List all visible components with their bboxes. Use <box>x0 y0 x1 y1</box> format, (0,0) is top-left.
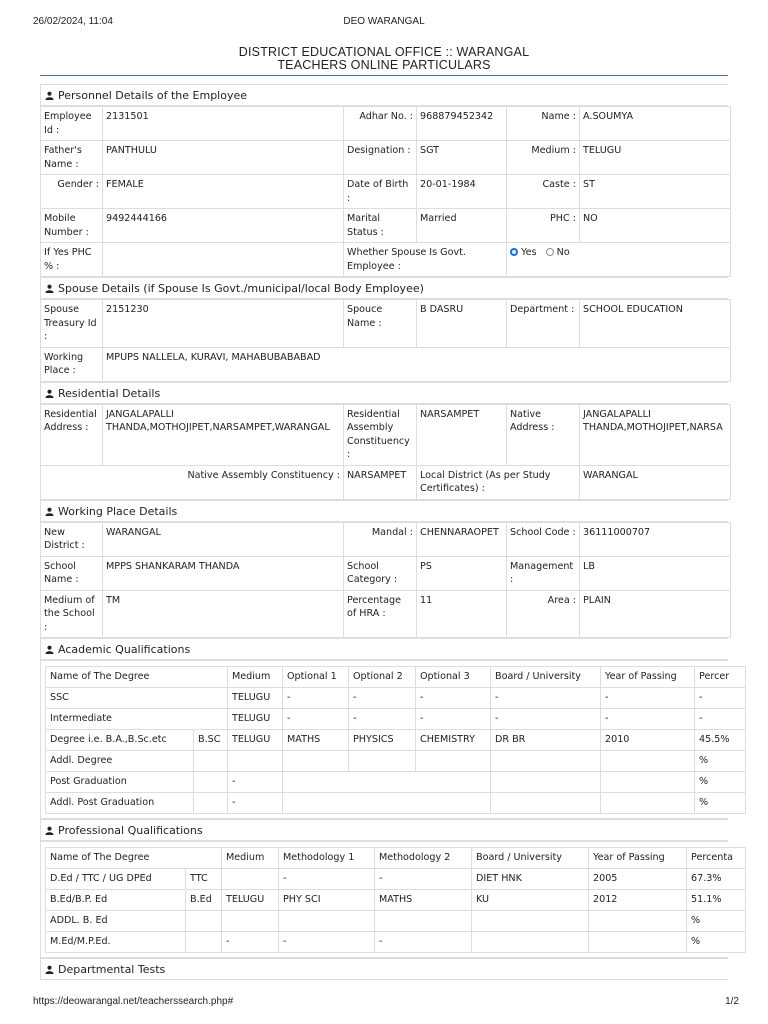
dob-label: Date of Birth : <box>344 175 417 209</box>
academic-table <box>45 666 746 814</box>
academic-cell <box>283 751 349 772</box>
academic-cell <box>491 772 601 793</box>
spouse-govt-label: Whether Spouse Is Govt. Employee : <box>344 243 507 277</box>
academic-cell <box>601 772 695 793</box>
print-page-number: 1/2 <box>725 996 739 1007</box>
title-divider <box>40 75 728 76</box>
spouse-name-value: B DASRU <box>417 300 507 348</box>
academic-header-cell: Medium <box>228 667 283 688</box>
professional-cell <box>279 911 375 932</box>
adhar-label: Adhar No. : <box>344 107 417 141</box>
professional-cell: B.Ed/B.P. Ed <box>46 890 186 911</box>
gender-label: Gender : <box>41 175 103 209</box>
marital-status-label: Marital Status : <box>344 209 417 243</box>
medium-label: Medium : <box>507 141 580 175</box>
professional-cell: TTC <box>186 869 222 890</box>
native-ac-value: NARSAMPET <box>344 465 417 499</box>
academic-cell: - <box>491 688 601 709</box>
spouse-working-place-label: Working Place : <box>41 347 103 381</box>
academic-cell: DR BR <box>491 730 601 751</box>
father-name-value: PANTHULU <box>103 141 344 175</box>
academic-row <box>46 688 746 709</box>
user-icon <box>45 502 54 511</box>
adhar-value: 968879452342 <box>417 107 507 141</box>
academic-header-cell: Optional 2 <box>349 667 416 688</box>
academic-cell: - <box>349 709 416 730</box>
professional-header-row <box>46 848 746 869</box>
working-section-heading <box>40 500 728 522</box>
professional-cell <box>589 911 687 932</box>
professional-row <box>46 932 746 953</box>
professional-cell <box>589 932 687 953</box>
academic-row <box>46 793 746 814</box>
professional-cell: 2005 <box>589 869 687 890</box>
spouse-heading-text: Spouse Details (if Spouse Is Govt./municipal/local Body Employee) <box>58 282 424 295</box>
professional-cell: % <box>687 932 746 953</box>
departmental-heading-text: Departmental Tests <box>58 963 166 976</box>
professional-cell: - <box>279 932 375 953</box>
spouse-department-value: SCHOOL EDUCATION <box>580 300 731 348</box>
phc-value: NO <box>580 209 731 243</box>
professional-header-cell: Board / University <box>472 848 589 869</box>
academic-heading-text: Academic Qualifications <box>58 643 191 656</box>
professional-header-cell: Name of The Degree <box>46 848 222 869</box>
academic-header-cell: Year of Passing <box>601 667 695 688</box>
hra-label: Percentage of HRA : <box>344 590 417 638</box>
academic-header-cell: Optional 3 <box>416 667 491 688</box>
residential-section-heading <box>40 382 728 404</box>
academic-cell: B.SC <box>194 730 228 751</box>
working-heading-text: Working Place Details <box>58 504 178 518</box>
professional-cell: 2012 <box>589 890 687 911</box>
professional-cell <box>186 932 222 953</box>
user-icon <box>45 821 54 830</box>
working-table <box>40 522 731 639</box>
professional-cell <box>375 911 472 932</box>
academic-cell: - <box>283 688 349 709</box>
personnel-table <box>40 106 731 277</box>
academic-cell: - <box>695 709 746 730</box>
user-icon <box>45 384 54 393</box>
professional-cell: - <box>375 932 472 953</box>
academic-cell <box>349 751 416 772</box>
professional-cell: MATHS <box>375 890 472 911</box>
professional-cell: - <box>222 932 279 953</box>
professional-header-cell: Percenta <box>687 848 746 869</box>
departmental-section-heading <box>40 958 728 980</box>
academic-cell: - <box>416 709 491 730</box>
employee-id-label: Employee Id : <box>41 107 103 141</box>
academic-cell: Post Graduation <box>46 772 194 793</box>
academic-cell: - <box>491 709 601 730</box>
personnel-section-heading <box>40 84 728 106</box>
academic-cell <box>601 751 695 772</box>
native-ac-label: Native Assembly Constituency : <box>41 465 344 499</box>
no-label: No <box>556 247 570 258</box>
school-medium-label: Medium of the School : <box>41 590 103 638</box>
professional-header-cell: Methodology 1 <box>279 848 375 869</box>
personnel-heading-text: Personnel Details of the Employee <box>58 89 248 102</box>
academic-cell: CHEMISTRY <box>416 730 491 751</box>
professional-header-cell: Year of Passing <box>589 848 687 869</box>
spouse-section-heading <box>40 277 728 299</box>
spouse-working-place-value: MPUPS NALLELA, KURAVI, MAHABUBABABAD <box>103 347 731 381</box>
print-datetime: 26/02/2024, 11:04 <box>33 16 113 27</box>
professional-cell: D.Ed / TTC / UG DPEd <box>46 869 186 890</box>
spouse-govt-no-radio[interactable] <box>546 248 554 256</box>
academic-cell: TELUGU <box>228 688 283 709</box>
academic-cell: % <box>695 772 746 793</box>
academic-cell: - <box>283 709 349 730</box>
professional-cell <box>472 932 589 953</box>
designation-value: SGT <box>417 141 507 175</box>
professional-cell: 67.3% <box>687 869 746 890</box>
residential-ac-value: NARSAMPET <box>417 404 507 465</box>
academic-cell: - <box>601 688 695 709</box>
academic-cell: - <box>349 688 416 709</box>
professional-cell: TELUGU <box>222 890 279 911</box>
phc-label: PHC : <box>507 209 580 243</box>
name-value: A.SOUMYA <box>580 107 731 141</box>
professional-header-cell: Methodology 2 <box>375 848 472 869</box>
academic-cell <box>283 793 491 814</box>
particulars-content <box>40 84 733 980</box>
academic-header-cell: Name of The Degree <box>46 667 228 688</box>
user-icon <box>45 960 54 969</box>
marital-status-value: Married <box>417 209 507 243</box>
professional-cell: M.Ed/M.P.Ed. <box>46 932 186 953</box>
title-line-2: TEACHERS ONLINE PARTICULARS <box>277 58 491 72</box>
professional-table <box>45 847 746 953</box>
academic-row <box>46 772 746 793</box>
mobile-label: Mobile Number : <box>41 209 103 243</box>
school-medium-value: TM <box>103 590 344 638</box>
academic-cell <box>601 793 695 814</box>
gender-value: FEMALE <box>103 175 344 209</box>
academic-cell: Addl. Post Graduation <box>46 793 194 814</box>
academic-cell: 2010 <box>601 730 695 751</box>
academic-header-cell: Board / University <box>491 667 601 688</box>
academic-cell: - <box>601 709 695 730</box>
professional-cell <box>222 911 279 932</box>
spouse-table <box>40 299 731 382</box>
professional-cell: KU <box>472 890 589 911</box>
professional-cell <box>222 869 279 890</box>
professional-cell: - <box>375 869 472 890</box>
academic-cell: PHYSICS <box>349 730 416 751</box>
professional-cell: PHY SCI <box>279 890 375 911</box>
caste-label: Caste : <box>507 175 580 209</box>
spouse-govt-radio-group <box>507 243 731 277</box>
residential-ac-label: Residential Assembly Constituency : <box>344 404 417 465</box>
phc-percent-value <box>103 243 344 277</box>
native-address-value: JANGALAPALLI THANDA,MOTHOJIPET,NARSA <box>580 404 731 465</box>
medium-value: TELUGU <box>580 141 731 175</box>
academic-cell: SSC <box>46 688 228 709</box>
academic-cell: - <box>416 688 491 709</box>
caste-value: ST <box>580 175 731 209</box>
dob-value: 20-01-1984 <box>417 175 507 209</box>
school-code-value: 36111000707 <box>580 522 731 556</box>
spouse-treasury-label: Spouse Treasury Id : <box>41 300 103 348</box>
academic-header-cell: Optional 1 <box>283 667 349 688</box>
professional-table-wrapper <box>40 841 733 958</box>
local-district-label: Local District (As per Study Certificates) : <box>417 465 580 499</box>
academic-cell: Addl. Degree <box>46 751 194 772</box>
employee-id-value: 2131501 <box>103 107 344 141</box>
residential-address-label: Residential Address : <box>41 404 103 465</box>
title-line-1: DISTRICT EDUCATIONAL OFFICE :: WARANGAL <box>238 45 530 59</box>
academic-cell: Intermediate <box>46 709 228 730</box>
residential-heading-text: Residential Details <box>58 386 161 400</box>
professional-cell <box>472 911 589 932</box>
print-site-name: DEO WARANGAL <box>343 16 425 27</box>
academic-cell <box>194 751 228 772</box>
academic-cell <box>416 751 491 772</box>
professional-row <box>46 890 746 911</box>
yes-label: Yes <box>521 247 537 258</box>
academic-cell <box>491 751 601 772</box>
residential-address-value: JANGALAPALLI THANDA,MOTHOJIPET,NARSAMPET,WARANGAL <box>103 404 344 465</box>
native-address-label: Native Address : <box>507 404 580 465</box>
academic-section-heading <box>40 638 728 660</box>
professional-cell <box>186 911 222 932</box>
academic-header-cell: Percer <box>695 667 746 688</box>
professional-row <box>46 911 746 932</box>
academic-cell: TELUGU <box>228 709 283 730</box>
school-code-label: School Code : <box>507 522 580 556</box>
local-district-value: WARANGAL <box>580 465 731 499</box>
user-icon <box>45 86 54 95</box>
professional-cell: DIET HNK <box>472 869 589 890</box>
academic-cell <box>228 751 283 772</box>
school-category-value: PS <box>417 556 507 590</box>
academic-cell: 45.5% <box>695 730 746 751</box>
school-name-label: School Name : <box>41 556 103 590</box>
academic-row <box>46 730 746 751</box>
page-title <box>40 46 728 72</box>
new-district-label: New District : <box>41 522 103 556</box>
professional-cell: B.Ed <box>186 890 222 911</box>
school-name-value: MPPS SHANKARAM THANDA <box>103 556 344 590</box>
professional-cell: 51.1% <box>687 890 746 911</box>
academic-row <box>46 751 746 772</box>
spouse-govt-yes-radio[interactable] <box>510 248 518 256</box>
academic-cell: - <box>228 772 283 793</box>
professional-section-heading <box>40 819 728 841</box>
user-icon <box>45 640 54 649</box>
print-url: https://deowarangal.net/teacherssearch.php# <box>33 996 234 1007</box>
new-district-value: WARANGAL <box>103 522 344 556</box>
professional-cell: % <box>687 911 746 932</box>
academic-cell: TELUGU <box>228 730 283 751</box>
academic-cell: % <box>695 793 746 814</box>
designation-label: Designation : <box>344 141 417 175</box>
name-label: Name : <box>507 107 580 141</box>
user-icon <box>45 279 54 288</box>
spouse-department-label: Department : <box>507 300 580 348</box>
father-name-label: Father's Name : <box>41 141 103 175</box>
academic-cell: - <box>695 688 746 709</box>
professional-row <box>46 869 746 890</box>
professional-header-cell: Medium <box>222 848 279 869</box>
academic-cell: % <box>695 751 746 772</box>
area-label: Area : <box>507 590 580 638</box>
phc-percent-label: If Yes PHC % : <box>41 243 103 277</box>
academic-cell: MATHS <box>283 730 349 751</box>
academic-row <box>46 709 746 730</box>
academic-cell <box>194 772 228 793</box>
area-value: PLAIN <box>580 590 731 638</box>
academic-cell <box>194 793 228 814</box>
mandal-value: CHENNARAOPET <box>417 522 507 556</box>
mandal-label: Mandal : <box>344 522 417 556</box>
spouse-treasury-value: 2151230 <box>103 300 344 348</box>
academic-header-row <box>46 667 746 688</box>
academic-cell: - <box>228 793 283 814</box>
academic-table-wrapper <box>40 660 728 819</box>
management-value: LB <box>580 556 731 590</box>
hra-value: 11 <box>417 590 507 638</box>
management-label: Management : <box>507 556 580 590</box>
professional-cell: ADDL. B. Ed <box>46 911 186 932</box>
mobile-value: 9492444166 <box>103 209 344 243</box>
academic-cell <box>283 772 491 793</box>
academic-cell <box>491 793 601 814</box>
residential-table <box>40 404 731 500</box>
professional-cell: - <box>279 869 375 890</box>
academic-cell: Degree i.e. B.A.,B.Sc.etc <box>46 730 194 751</box>
spouse-name-label: Spouce Name : <box>344 300 417 348</box>
professional-heading-text: Professional Qualifications <box>58 824 203 837</box>
school-category-label: School Category : <box>344 556 417 590</box>
